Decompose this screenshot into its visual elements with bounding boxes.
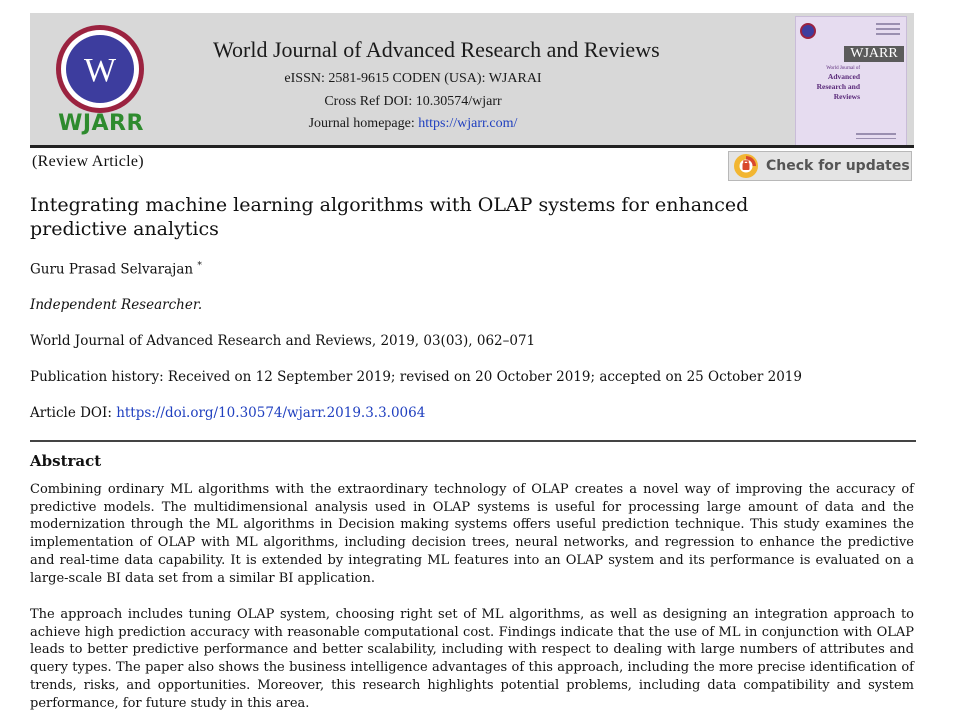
journal-homepage bbox=[213, 116, 613, 132]
cover-footer-decoration bbox=[856, 130, 896, 139]
homepage-link[interactable]: https://wjarr.com/ bbox=[418, 116, 518, 131]
article-title: Integrating machine learning algorithms with OLAP systems for enhanced predictive analytics bbox=[30, 194, 749, 240]
check-updates-label: Check for updates bbox=[766, 158, 910, 174]
cover-badge-icon bbox=[800, 23, 816, 39]
journal-title: World Journal of Advanced Research and Reviews bbox=[213, 37, 660, 62]
author-name: Guru Prasad Selvarajan bbox=[30, 261, 194, 278]
journal-crossref-doi: Cross Ref DOI: 10.30574/wjarr bbox=[324, 94, 502, 109]
journal-issn: eISSN: 2581-9615 CODEN (USA): WJARAI bbox=[284, 71, 542, 86]
doi-link[interactable]: https://doi.org/10.30574/wjarr.2019.3.3.0064 bbox=[116, 405, 426, 421]
check-for-updates-button[interactable] bbox=[728, 151, 912, 181]
author-mark: * bbox=[197, 261, 202, 271]
doi-label: Article DOI: bbox=[30, 405, 112, 421]
abstract-paragraph-2: The approach includes tuning OLAP system, choosing right set of ML algorithms, as well as designing an integration approach to achieve high prediction accuracy with reasonable computational cost. Findings indicate that the use of ML in conjunction with OLAP leads to better predictive performance and better scalability, including with respect to dealing with large numbers of attributes and query types. The paper also shows the business intelligence advantages of this approach, including the more precise identification of trends, risks, and opportunities. Moreover, this research highlights potential problems, including data compatibility and system performance, for future study in this area. bbox=[30, 607, 914, 711]
affiliation: Independent Researcher. bbox=[30, 297, 203, 313]
logo-wordmark: WJARR bbox=[58, 111, 144, 136]
abstract-heading: Abstract bbox=[30, 452, 102, 470]
section-divider bbox=[30, 440, 916, 442]
article-type: (Review Article) bbox=[32, 153, 144, 170]
logo-letter: W bbox=[83, 52, 117, 89]
journal-cover-thumbnail[interactable] bbox=[795, 16, 907, 146]
article-doi-line bbox=[30, 405, 425, 421]
cover-decoration bbox=[876, 23, 900, 38]
journal-header bbox=[30, 13, 914, 145]
publication-history: Publication history: Received on 12 September 2019; revised on 20 October 2019; accepted on 25 October 2019 bbox=[30, 369, 802, 385]
author-line bbox=[30, 261, 202, 278]
cover-badge-text: WJARR bbox=[844, 46, 904, 62]
homepage-label: Journal homepage: bbox=[308, 116, 415, 131]
abstract-paragraph-1: Combining ordinary ML algorithms with the extraordinary technology of OLAP creates a novel way of improving the accuracy of predictive models. The multidimensional analysis used in OLAP systems is useful for processing large amount of data and the modernization through the ML algorithms in Decision making systems offers useful prediction technique. This study examines the implementation of OLAP with ML algorithms, including decision trees, neural networks, and regression to enhance the predictive and real-time data capability. It is extended by integrating ML features into an OLAP system and its performance is evaluated on a large-scale BI data set from a similar BI application. bbox=[30, 482, 914, 586]
cover-title: World Journal of Advanced Research and Reviews bbox=[816, 66, 860, 101]
check-updates-icon bbox=[733, 153, 759, 179]
citation: World Journal of Advanced Research and Reviews, 2019, 03(03), 062–071 bbox=[30, 333, 536, 349]
header-divider bbox=[30, 145, 914, 148]
